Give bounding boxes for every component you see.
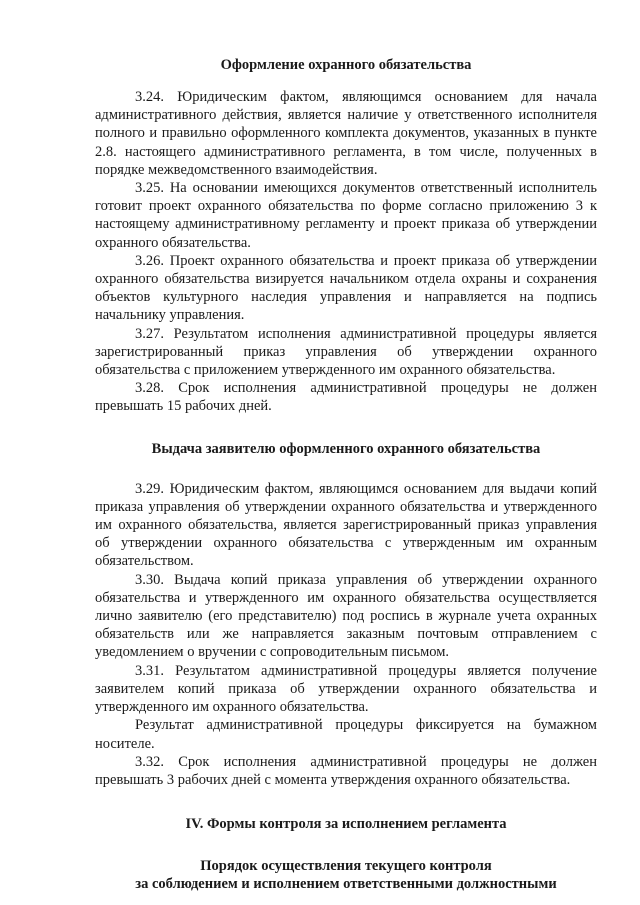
heading-registration: Оформление охранного обязательства (220, 57, 472, 73)
paragraph-3-27: 3.27. Результатом исполнения административной процедуры является зарегистрированный приказ управления об утверждении охранного обязательства с приложением утвержденного им охранного обязательства. (95, 325, 597, 379)
paragraph-3-28: 3.28. Срок исполнения административной процедуры не должен превышать 15 рабочих дней. (95, 380, 597, 415)
heading-subsection-line2: за соблюдением и исполнением ответственными должностными (135, 876, 557, 893)
paragraph-result: Результат административной процедуры фиксируется на бумажном носителе. (95, 717, 597, 752)
paragraph-3-31: 3.31. Результатом административной процедуры является получение заявителем копий приказа об утверждении охранного обязательства и утвержденного им охранного обязательства. (95, 662, 597, 716)
paragraph-3-30: 3.30. Выдача копий приказа управления об утверждении охранного обязательства и утвержденного им охранного обязательства осуществляется лично заявителю (его представителю) под роспись в журнале учета охранных обязательств или же направляется заказным почтовым отправлением с уведомлением о вручении с сопроводительным письмом. (95, 571, 597, 661)
paragraph-3-25: 3.25. На основании имеющихся документов ответственный исполнитель готовит проект охранного обязательства по форме согласно приложению 3 к настоящему административному регламенту и проект приказа об утверждении охранного обязательства. (95, 180, 597, 251)
heading-issuance: Выдача заявителю оформленного охранного обязательства (151, 440, 541, 457)
paragraph-3-32: 3.32. Срок исполнения административной процедуры не должен превышать 3 рабочих дней с момента утверждения охранного обязательства. (95, 753, 597, 788)
paragraph-3-29: 3.29. Юридическим фактом, являющимся основанием для выдачи копий приказа управления об утверждении охранного обязательства и утвержденного им охранного обязательства, является зарегистрированный приказ управления об утверждении охранного обязательства с утвержденным им охранным обязательством. (95, 480, 597, 570)
paragraph-3-24: 3.24. Юридическим фактом, являющимся основанием для начала административного действия, является наличие у ответственного исполнителя полного и правильно оформленного комплекта документов, указанных в пункте 2.8. настоящего административного регламента, в том числе, полученных в порядке межведомственного взаимодействия. (95, 89, 597, 178)
heading-subsection-line1: Порядок осуществления текущего контроля (200, 858, 492, 875)
heading-section-iv: IV. Формы контроля за исполнением регламента (185, 816, 507, 833)
paragraph-3-26: 3.26. Проект охранного обязательства и проект приказа об утверждении охранного обязательства визируется начальником отдела охраны и сохранения объектов культурного наследия управления и направляется на подпись начальнику управления. (95, 252, 597, 324)
